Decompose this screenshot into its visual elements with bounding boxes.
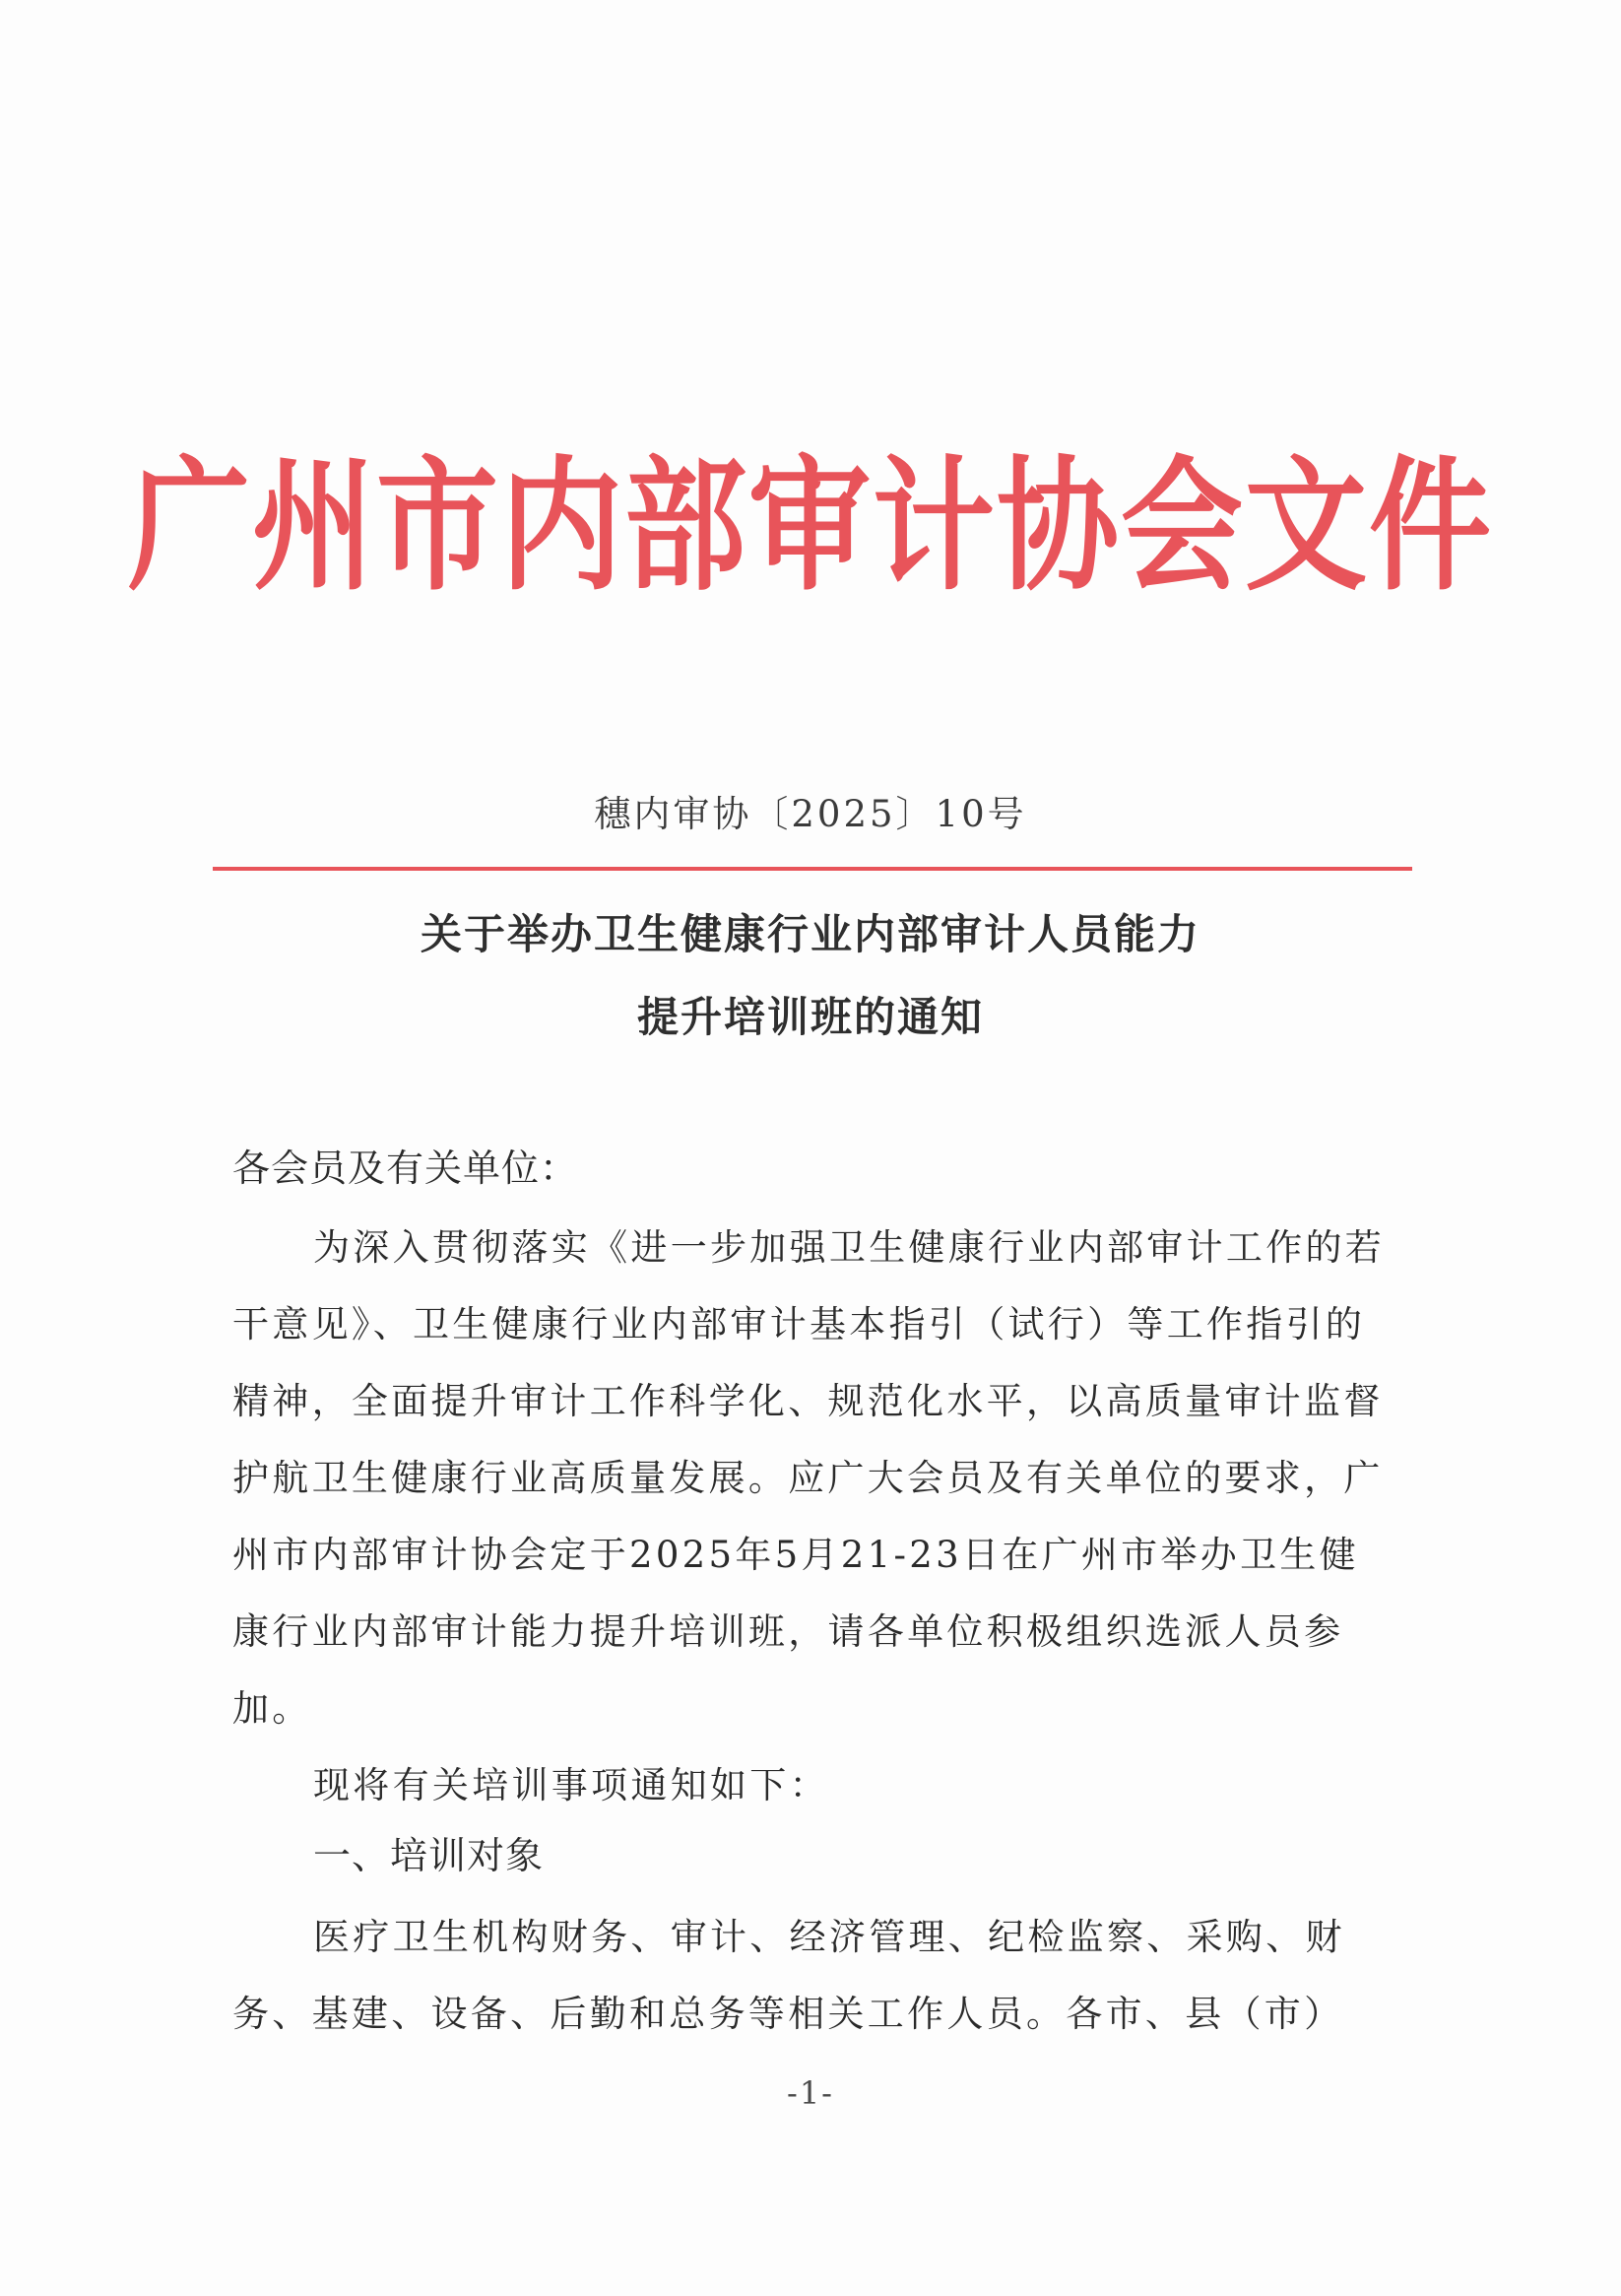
page-number: -1- xyxy=(787,2074,834,2112)
paragraph-1-line: 为深入贯彻落实《进一步加强卫生健康行业内部审计工作的若 xyxy=(313,1226,1386,1269)
paragraph-1-line: 康行业内部审计能力提升培训班，请各单位积极组织选派人员参 xyxy=(232,1610,1344,1653)
section-1-heading: 一、培训对象 xyxy=(313,1834,545,1877)
notice-title-line-1: 关于举办卫生健康行业内部审计人员能力 xyxy=(420,910,1200,958)
notice-title-line-2: 提升培训班的通知 xyxy=(636,993,984,1041)
section-1-line: 医疗卫生机构财务、审计、经济管理、纪检监察、采购、财 xyxy=(313,1916,1345,1958)
document-number: 穗内审协〔2025〕10号 xyxy=(594,793,1027,835)
salutation: 各会员及有关单位： xyxy=(232,1147,579,1190)
paragraph-2: 现将有关培训事项通知如下： xyxy=(313,1764,829,1806)
paragraph-1-line: 护航卫生健康行业高质量发展。应广大会员及有关单位的要求，广 xyxy=(232,1457,1384,1499)
section-1-line: 务、基建、设备、后勤和总务等相关工作人员。各市、县（市） xyxy=(232,1993,1344,2035)
paragraph-1-line: 精神，全面提升审计工作科学化、规范化水平，以高质量审计监督 xyxy=(232,1380,1384,1422)
red-divider-line xyxy=(213,867,1412,871)
paragraph-1-line: 干意见》、卫生健康行业内部审计基本指引（试行）等工作指引的 xyxy=(232,1303,1366,1345)
masthead-title: 广州市内部审计协会文件 xyxy=(127,442,1493,612)
paragraph-1-line: 州市内部审计协会定于2025年5月21-23日在广州市举办卫生健 xyxy=(232,1534,1359,1576)
paragraph-1-line: 加。 xyxy=(232,1687,312,1730)
